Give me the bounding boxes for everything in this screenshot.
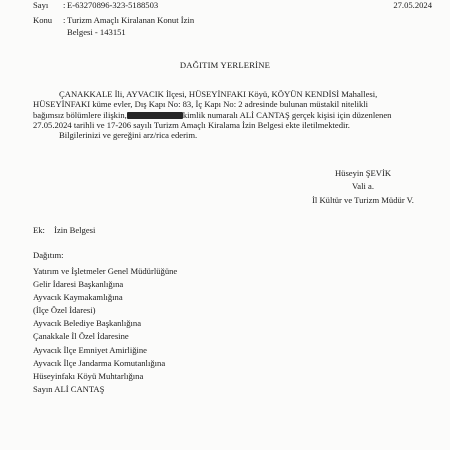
sayi-colon: : — [63, 0, 66, 10]
attachment-value: İzin Belgesi — [54, 225, 96, 235]
distribution-item: Gelir İdaresi Başkanlığına — [33, 279, 124, 290]
distribution-item: Ayvacık Belediye Başkanlığına — [33, 318, 142, 329]
signer-name: Hüseyin ŞEVİK — [334, 168, 392, 178]
distribution-item: Çanakkale İl Özel İdaresine — [33, 331, 129, 342]
body-paragraph — [33, 89, 435, 141]
body-line-4: 27.05.2024 tarihli ve 17-206 sayılı Turizm Amaçlı Kiralama İzin Belgesi ekte iletilmektedir. — [33, 119, 350, 130]
konu-label: Konu — [33, 15, 53, 25]
sayi-label: Sayı — [33, 0, 49, 10]
konu-value-line2: Belgesi - 143151 — [67, 27, 126, 37]
document-date: 27.05.2024 — [393, 0, 432, 10]
body-line-3a: bağımsız bölümlere ilişkin, — [33, 109, 127, 120]
signer-role: Vali a. — [352, 181, 374, 192]
konu-colon: : — [63, 15, 66, 25]
distribution-item: Ayvacık İlçe Emniyet Amirliğine — [33, 344, 148, 355]
distribution-item: Hüseyinfakı Köyü Muhtarlığına — [33, 370, 144, 381]
distribution-list — [33, 265, 177, 396]
signature-block — [308, 168, 418, 205]
distribution-item: (İlçe Özel İdaresi) — [33, 305, 96, 316]
signer-title: İl Kültür ve Turizm Müdür V. — [312, 194, 414, 205]
redacted-id-number — [127, 112, 183, 119]
attachment-line — [33, 225, 95, 235]
closing-line: Bilgilerinizi ve gereğini arz/rica ederim. — [59, 130, 198, 141]
konu-value-line1: Turizm Amaçlı Kiralanan Konut İzin — [67, 15, 195, 25]
body-line-2: HÜSEYİNFAKI küme evler, Dış Kapı No: 83, İç Kapı No: 2 adresinde bulunan müstakil nitelikli — [33, 99, 369, 110]
body-line-3 — [33, 110, 435, 120]
body-line-1: ÇANAKKALE İli, AYVACIK İlçesi, HÜSEYİNFAKI Köyü, KÖYÜN KENDİSİ Mahallesi, — [59, 89, 378, 99]
distribution-heading: Dağıtım: — [33, 250, 64, 260]
body-line-3b: kimlik numaralı ALİ CANTAŞ gerçek kişisi için düzenlenen — [182, 109, 392, 120]
distribution-item: Sayın ALİ CANTAŞ — [33, 383, 105, 394]
attachment-label: Ek: — [33, 225, 45, 235]
distribution-item: Yatırım ve İşletmeler Genel Müdürlüğüne — [33, 266, 178, 276]
sayi-value: E-63270896-323-5188503 — [67, 0, 159, 10]
distribution-item: Ayvacık İlçe Jandarma Komutanlığına — [33, 357, 166, 368]
distribution-item: Ayvacık Kaymakamlığına — [33, 292, 123, 303]
document-title: DAĞITIM YERLERİNE — [179, 60, 271, 70]
